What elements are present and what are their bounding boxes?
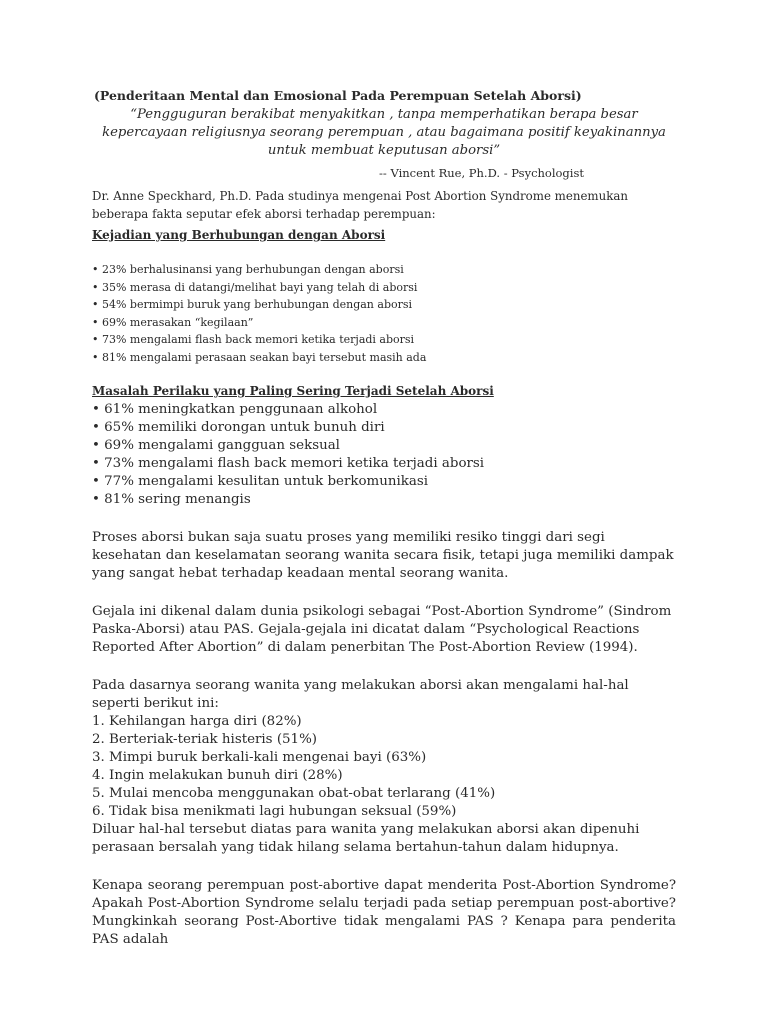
list-item: • 65% memiliki dorongan untuk bunuh diri [92, 420, 385, 435]
opening-quote: “Pengguguran berakibat menyakitkan , tanpa memperhatikan berapa besar kepercayaan religiusnya seorang perempuan , atau bagaimana positif keyakinannya untuk membuat keputusan aborsi” [102, 107, 666, 158]
list-item: 1. Kehilangan harga diri (82%) [92, 714, 302, 729]
list-item: • 54% bermimpi buruk yang berhubungan dengan aborsi [92, 298, 413, 311]
paragraph-questions: Kenapa seorang perempuan post-abortive dapat menderita Post-Abortion Syndrome? Apakah Post-Abortion Syndrome selalu terjadi pada setiap perempuan post-abortive? Mungkinkah seorang Post-Abortive tidak mengalami PAS ? Kenapa para penderita PAS adalah [92, 878, 676, 947]
list-item: • 69% mengalami gangguan seksual [92, 438, 340, 453]
section-heading-events: Kejadian yang Berhubungan dengan Aborsi [92, 228, 386, 242]
list-item: • 73% mengalami flash back memori ketika terjadi aborsi [92, 456, 485, 471]
list-item: • 77% mengalami kesulitan untuk berkomunikasi [92, 474, 429, 489]
quote-attribution: -- Vincent Rue, Ph.D. - Psychologist [379, 166, 584, 180]
behavior-list [92, 401, 676, 509]
paragraph-guilt: Diluar hal-hal tersebut diatas para wanita yang melakukan aborsi akan dipenuhi perasaan bersalah yang tidak hilang selama bertahun-tahun dalam hidupnya. [92, 822, 640, 855]
document-page [92, 88, 676, 949]
list-item: • 69% merasakan “kegilaan” [92, 315, 254, 329]
list-item: 4. Ingin melakukan bunuh diri (28%) [92, 768, 343, 783]
list-item: • 35% merasa di datangi/melihat bayi yang telah di aborsi [92, 280, 418, 294]
section-heading-behavior: Masalah Perilaku yang Paling Sering Terjadi Setelah Aborsi [92, 384, 494, 398]
paragraph-pas: Gejala ini dikenal dalam dunia psikologi sebagai “Post-Abortion Syndrome” (Sindrom Paska-Aborsi) atau PAS. Gejala-gejala ini dicatat dalam “Psychological Reactions Reported After Abortion” di dalam penerbitan The Post-Abortion Review (1994). [92, 604, 672, 655]
list-item: • 73% mengalami flash back memori ketika terjadi aborsi [92, 333, 415, 346]
list-item: • 61% meningkatkan penggunaan alkohol [92, 402, 378, 417]
intro-paragraph: Dr. Anne Speckhard, Ph.D. Pada studinya mengenai Post Abortion Syndrome menemukan beberapa fakta seputar efek aborsi terhadap perempuan: [92, 189, 628, 221]
events-list [92, 261, 676, 366]
paragraph-symptoms-intro: Pada dasarnya seorang wanita yang melakukan aborsi akan mengalami hal-hal seperti berikut ini: [92, 678, 629, 711]
list-item: • 81% sering menangis [92, 492, 251, 507]
list-item: 5. Mulai mencoba menggunakan obat-obat terlarang (41%) [92, 786, 496, 801]
list-item: • 23% berhalusinansi yang berhubungan dengan aborsi [92, 263, 404, 276]
list-item: 3. Mimpi buruk berkali-kali mengenai bayi (63%) [92, 750, 427, 765]
symptoms-list [92, 713, 676, 821]
document-title: (Penderitaan Mental dan Emosional Pada Perempuan Setelah Aborsi) [94, 88, 582, 103]
list-item: 6. Tidak bisa menikmati lagi hubungan seksual (59%) [92, 804, 457, 819]
list-item: • 81% mengalami perasaan seakan bayi tersebut masih ada [92, 350, 427, 364]
paragraph-risk: Proses aborsi bukan saja suatu proses yang memiliki resiko tinggi dari segi kesehatan dan keselamatan seorang wanita secara fisik, tetapi juga memiliki dampak yang sangat hebat terhadap keadaan mental seorang wanita. [92, 530, 674, 581]
list-item: 2. Berteriak-teriak histeris (51%) [92, 732, 318, 747]
